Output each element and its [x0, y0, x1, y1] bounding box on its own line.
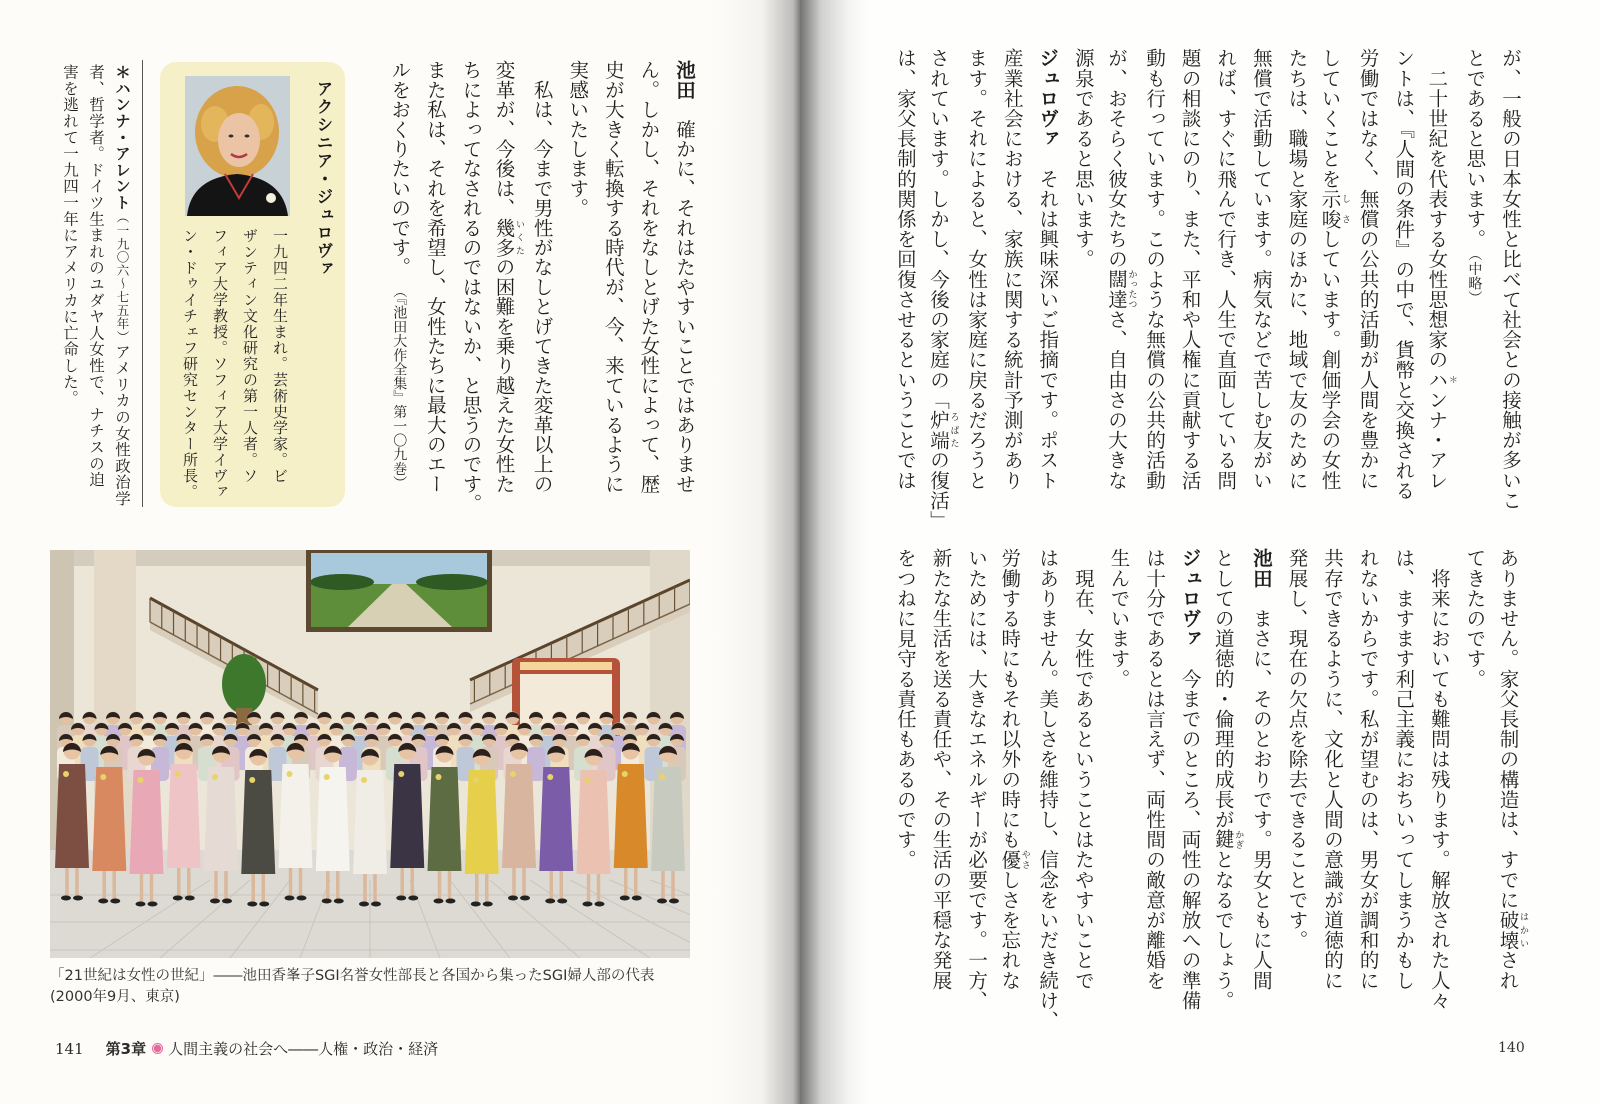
ruby-word	[1104, 269, 1137, 310]
text-run: は、家父長制的関係を回復させるということでは	[893, 48, 917, 491]
text-column	[1314, 548, 1350, 1048]
text-run: をつねに見守る責任もあるのです。	[893, 548, 917, 870]
text-column	[1279, 48, 1315, 538]
person-dress	[167, 764, 201, 868]
person-shoe	[148, 902, 158, 907]
person-shoe	[98, 899, 108, 904]
text-column	[959, 48, 995, 538]
corsage	[266, 193, 276, 203]
person-dress	[353, 770, 387, 874]
photo-caption-line: 「21世紀は女性の世紀」――池田香峯子SGI名誉女性部長と各国から集ったSGI婦人部の代表	[50, 968, 655, 984]
profile-box	[160, 62, 345, 507]
text-column	[1030, 48, 1066, 538]
ruby-base: 鍵	[1211, 829, 1235, 850]
ruby-word	[1425, 369, 1457, 390]
person-dress	[92, 767, 126, 871]
page-number-right: 140	[1498, 1040, 1525, 1056]
photo-caption	[50, 966, 654, 1008]
text-run: は十分であるとは言えず、両性間の敵意が離婚を	[1143, 548, 1167, 991]
text-run: 一九四二年生まれ。芸術史学家。ビ	[271, 228, 289, 484]
text-column	[994, 548, 1030, 1048]
eye	[229, 135, 234, 138]
text-run: しています。創価学会の女性	[1318, 228, 1342, 491]
landscape-painting	[306, 550, 492, 632]
text-run: ルをおくりたいのです。	[388, 60, 412, 277]
text-column	[417, 60, 453, 520]
person-shoe	[73, 896, 83, 901]
text-run: しさを忘れな	[998, 869, 1022, 991]
gutter-shadow-left	[715, 0, 800, 1104]
ruby-word	[492, 217, 525, 258]
ruby-reading: やさ	[1019, 849, 1030, 870]
text-run: 産業社会における、家族に関する統計予測があり	[1000, 48, 1024, 491]
ruby-word	[1211, 829, 1244, 850]
text-column	[57, 64, 83, 514]
person-corsage	[622, 771, 628, 777]
person-shoe	[110, 899, 120, 904]
person-shoe	[657, 899, 667, 904]
person-dress	[55, 764, 89, 868]
text-run: となるでしょう。	[1211, 849, 1235, 1011]
text-column	[1208, 48, 1244, 538]
footnote-divider	[142, 60, 143, 507]
text-column	[1386, 48, 1422, 538]
person-corsage	[138, 777, 144, 783]
text-run: ちによってなされるのではないか、と思うのです。	[459, 60, 483, 514]
text-run: 発展し、現在の欠点を除去できることです。	[1285, 548, 1309, 950]
ruby-base: 優	[998, 849, 1022, 870]
person-shoe	[334, 899, 344, 904]
face	[218, 113, 260, 167]
text-run: 害を逃れて一九四一年にアメリカに亡命した。	[61, 64, 79, 407]
person-shoe	[285, 896, 295, 901]
text-column	[1492, 548, 1528, 1048]
text-column	[994, 48, 1030, 538]
person-dress	[502, 764, 536, 868]
person-shoe	[446, 899, 456, 904]
text-run: フィア大学教授。ソフィア大学イヴァ	[211, 228, 229, 500]
text-column	[595, 60, 631, 520]
person-dress	[539, 767, 573, 871]
text-column	[205, 228, 235, 503]
text-run: とであると思います。	[1463, 48, 1487, 249]
person-corsage	[398, 771, 404, 777]
person-shoe	[483, 902, 493, 907]
pink-circle-bullet-icon	[152, 1043, 163, 1054]
text-run: 動も行っています。このような無償の公共的活動	[1143, 48, 1167, 491]
person-shoe	[322, 899, 332, 904]
speaker-name: ジュロヴァ	[1036, 48, 1060, 149]
text-run: まさに、そのとおりです。男女ともに人間	[1249, 588, 1273, 991]
person-shoe	[583, 902, 593, 907]
person-shoe	[520, 896, 530, 901]
text-column	[1457, 548, 1493, 1048]
speaker-name: ジュロヴァ	[1178, 548, 1202, 649]
text-run: 将来においても難問は残ります。解放された人々	[1427, 548, 1451, 1011]
person-corsage	[63, 771, 69, 777]
person-shoe	[471, 902, 481, 907]
text-run: 確かに、それはたやすいことではありませ	[673, 99, 696, 494]
text-column	[666, 60, 702, 520]
left-page-upper-text	[381, 60, 702, 520]
text-column	[1172, 548, 1208, 1048]
person-shoe	[359, 902, 369, 907]
text-column	[560, 60, 596, 520]
right-page-upper-text	[887, 48, 1528, 538]
person-corsage	[473, 777, 479, 783]
text-run: は、ますます利己主義におちいってしまうかもし	[1392, 548, 1416, 991]
text-column	[488, 60, 524, 520]
person-dress	[651, 767, 685, 871]
text-column	[109, 64, 135, 514]
text-run: 労働ではなく、無償の公共的活動が人間を豊かに	[1356, 48, 1380, 491]
ruby-base: 炉端	[927, 409, 950, 451]
text-run: 無償で活動しています。病気などで苦しむ友がい	[1249, 48, 1273, 491]
person-corsage	[175, 771, 181, 777]
text-column	[887, 48, 923, 538]
text-column	[1457, 48, 1493, 538]
running-footer	[55, 1038, 438, 1059]
text-run: また私は、それを希望し、女性たちに最大のエー	[423, 60, 447, 494]
text-run: としての道徳的・倫理的成長が	[1211, 548, 1235, 830]
chapter-title: 人間主義の社会へ――人権・政治・経済	[168, 1040, 439, 1058]
person-dress	[465, 770, 499, 874]
person-dress	[204, 767, 238, 871]
text-column	[382, 60, 418, 520]
person-shoe	[434, 899, 444, 904]
text-run: それは興味深いご指摘です。ポスト	[1036, 148, 1060, 491]
person-dress	[390, 764, 424, 868]
ruby-base: 闊達	[1104, 269, 1128, 310]
text-run: 生んでいます。	[1107, 548, 1131, 689]
person-corsage	[585, 777, 591, 783]
text-column	[265, 228, 295, 503]
text-column	[959, 548, 995, 1048]
text-column	[175, 228, 205, 503]
person-shoe	[408, 896, 418, 901]
ruby-base: 示唆	[1318, 188, 1342, 229]
ruby-reading: かったつ	[1126, 269, 1137, 310]
profile-bio	[175, 228, 295, 503]
person-dress	[279, 764, 313, 868]
text-run: 共存できるように、文化と人間の意識が道徳的に	[1321, 548, 1345, 991]
person-dress	[428, 767, 462, 871]
text-column	[1279, 548, 1315, 1048]
right-page-lower-text	[887, 548, 1528, 1048]
text-column	[1243, 48, 1279, 538]
ruby-word	[1496, 909, 1528, 951]
text-run: の復活」	[927, 450, 950, 531]
text-run: さ、自由さの大きな	[1104, 309, 1128, 491]
text-run: が、一般の日本女性と比べて社会との接触が多いこ	[1499, 48, 1522, 511]
person-dress	[577, 770, 611, 874]
person-shoe	[61, 896, 71, 901]
person-corsage	[100, 774, 106, 780]
text-run: 変革が、今後は、	[492, 60, 516, 218]
text-run: ん。しかし、それをなしとげた女性によって、歴	[637, 60, 661, 494]
text-run: れないからです。私が望むのは、男女が調和的に	[1356, 548, 1380, 991]
text-column	[631, 60, 667, 520]
text-column	[1065, 48, 1101, 538]
text-column	[1208, 548, 1244, 1048]
person-shoe	[210, 899, 220, 904]
person-shoe	[632, 896, 642, 901]
person-corsage	[436, 774, 442, 780]
eye	[245, 135, 250, 138]
text-run: れば、すぐに飛んで行き、人生で直面している問	[1214, 48, 1238, 491]
ruby-word	[1318, 188, 1351, 229]
small-note: （一九〇六〜七五年）	[115, 210, 130, 344]
text-run: ます。それによると、女性は家庭に戻るだろうと	[965, 48, 989, 491]
text-column	[1421, 548, 1457, 1048]
text-column	[1243, 548, 1279, 1048]
person-dress	[614, 764, 648, 868]
text-run: ンナ・アレ	[1425, 389, 1449, 491]
ruby-reading: ＊	[1446, 369, 1457, 390]
text-run: てきたのです。	[1463, 548, 1487, 689]
page-number-left: 141	[55, 1039, 84, 1058]
person-shoe	[185, 896, 195, 901]
text-column	[1314, 48, 1350, 538]
person-dress	[316, 767, 350, 871]
text-column	[1492, 48, 1528, 538]
profile-name: アクシニア・ジュロヴァ	[314, 80, 333, 278]
text-run: アメリカの女性政治学	[113, 343, 131, 507]
person-corsage	[361, 777, 367, 783]
text-run: ン・ドゥイチェフ研究センター所長。	[181, 228, 199, 500]
person-dress	[130, 770, 164, 874]
small-note: （中略）	[1466, 254, 1483, 306]
photo-caption-date: (2000年9月、東京)	[50, 989, 180, 1005]
text-run: され	[1496, 950, 1520, 991]
ruby-word	[998, 849, 1030, 870]
text-column	[1101, 48, 1137, 538]
person-corsage	[212, 774, 218, 780]
person-corsage	[659, 774, 665, 780]
text-column	[1030, 548, 1066, 1048]
ruby-reading: ろばた	[948, 409, 959, 450]
small-note: （『池田大作全集』第一〇九巻）	[391, 290, 408, 490]
text-column	[923, 548, 959, 1048]
person-corsage	[324, 774, 330, 780]
person-shoe	[371, 902, 381, 907]
person-shoe	[222, 899, 232, 904]
text-run: 者、哲学者。ドイツ生まれのユダヤ人女性で、ナチスの迫	[87, 64, 105, 488]
footnote	[57, 64, 135, 514]
text-run: ザンティン文化研究の第一人者。ソ	[241, 228, 259, 484]
ruby-reading: はかい	[1518, 909, 1528, 950]
text-run: の困難を乗り越えた女性た	[492, 257, 516, 494]
text-column	[1421, 48, 1457, 538]
person-shoe	[508, 896, 518, 901]
person-shoe	[297, 896, 307, 901]
text-column	[83, 64, 109, 514]
person-shoe	[247, 902, 257, 907]
text-run: 題の相談にのり、また、平和や人権に貢献する活	[1178, 48, 1202, 491]
ruby-base: ハ	[1425, 369, 1449, 390]
person-corsage	[547, 774, 553, 780]
text-run: 現在、女性であるということはたやすいことで	[1071, 548, 1095, 991]
text-column	[1386, 548, 1422, 1048]
person-shoe	[620, 896, 630, 901]
person-shoe	[173, 896, 183, 901]
ruby-word	[927, 409, 959, 451]
ruby-reading: しさ	[1340, 188, 1351, 229]
text-column	[1065, 548, 1101, 1048]
text-column	[524, 60, 560, 520]
text-run: 新たな生活を送る責任や、その生活の平穏な発展	[929, 548, 953, 991]
person-corsage	[249, 777, 255, 783]
text-column	[887, 548, 923, 1048]
speaker-name: 池田	[1249, 548, 1273, 589]
ruby-base: 破壊	[1496, 909, 1520, 951]
text-run: はありません。美しさを維持し、信念をいだき続け、	[1036, 548, 1060, 1031]
speaker-name: ＊ハンナ・アレント	[113, 64, 131, 211]
text-column	[235, 228, 265, 503]
text-run: ありません。家父長制の構造は、すでに	[1496, 548, 1520, 910]
person-shoe	[557, 899, 567, 904]
text-run: が、おそらく彼女たちの	[1104, 48, 1128, 270]
ruby-base: 幾多	[492, 217, 516, 258]
person-shoe	[595, 902, 605, 907]
gutter-shadow-right	[800, 0, 870, 1104]
text-column	[1350, 548, 1386, 1048]
text-run: 史が大きく転換する時代が、今、来ているように	[601, 60, 625, 494]
person-dress	[241, 770, 275, 874]
person-corsage	[510, 771, 516, 777]
person-shoe	[259, 902, 269, 907]
text-column	[1350, 48, 1386, 538]
text-run: いためには、大きなエネルギーが必要です。一方、	[965, 548, 989, 1011]
ruby-reading: かぎ	[1233, 829, 1244, 850]
text-run: 私は、今まで男性がなしとげてきた変革以上の	[530, 60, 554, 494]
text-column	[1101, 548, 1137, 1048]
text-run: していくことを	[1318, 48, 1342, 189]
text-column	[1136, 48, 1172, 538]
person-corsage	[287, 771, 293, 777]
profile-photo	[185, 76, 290, 216]
chapter-label: 第3章	[105, 1040, 147, 1058]
text-run: されています。しかし、今後の家庭の「	[927, 48, 950, 410]
text-column	[1172, 48, 1208, 538]
text-run: 労働する時にもそれ以外の時にも	[998, 548, 1022, 850]
speaker-name: 池田	[673, 60, 696, 100]
ruby-reading: いくた	[514, 217, 525, 258]
text-run: 源泉であると思います。	[1071, 48, 1095, 270]
text-run: ントは、『人間の条件』の中で、貨幣と交換される	[1392, 48, 1416, 501]
text-column	[923, 48, 959, 538]
person-shoe	[545, 899, 555, 904]
text-column	[1136, 548, 1172, 1048]
group-photo	[50, 550, 690, 958]
text-run: 実感いたします。	[566, 60, 590, 218]
text-run: 二十世紀を代表する女性思想家の	[1425, 48, 1449, 370]
text-run: たちは、職場と家庭のほかに、地域で友のために	[1285, 48, 1309, 491]
text-column	[453, 60, 489, 520]
person-shoe	[669, 899, 679, 904]
text-run: 今までのところ、両性の解放への準備	[1178, 648, 1202, 1011]
person-shoe	[136, 902, 146, 907]
person-shoe	[396, 896, 406, 901]
